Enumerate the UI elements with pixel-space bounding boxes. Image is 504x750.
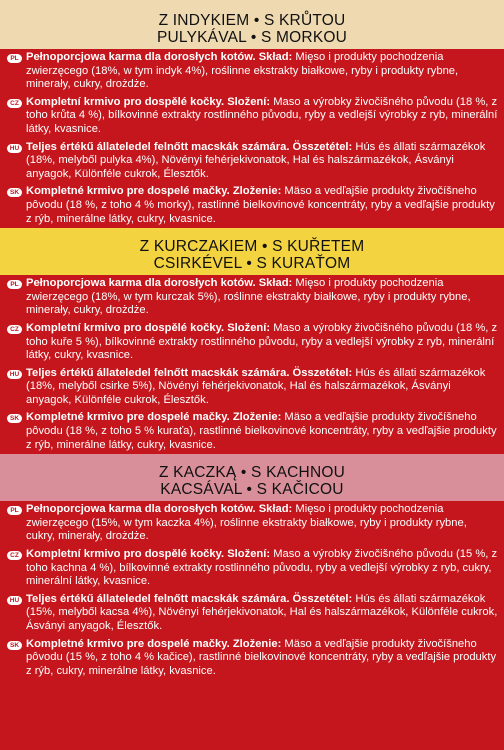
chicken-section bbox=[6, 228, 498, 454]
entry-lead: Pełnoporcjowa karma dla dorosłych kotów. Skład: bbox=[26, 503, 293, 516]
entry-text: Mäso a vedľajšie produkty živočíšneho pôvodu (18 %, z toho 5 % kuraťa), rastlinné bielkovinové koncentráty, ryby a vedľajšie produkty z rýb, minerálne látky, cukry, kvasnice. bbox=[26, 411, 497, 451]
entry-pl bbox=[6, 49, 498, 94]
entry-text: Mäso a vedľajšie produkty živočíšneho pôvodu (18 %, z toho 4 % morky), rastlinné bielkovinové koncentráty, ryby a vedľajšie produkty z rýb, minerálne látky, cukry, kvasnice. bbox=[26, 185, 495, 225]
language-badge: PL bbox=[7, 506, 22, 515]
language-badge: HU bbox=[7, 144, 22, 153]
chicken-header bbox=[0, 228, 504, 275]
entry-pl bbox=[6, 501, 498, 546]
language-badge: CZ bbox=[7, 99, 22, 108]
header-line-1: Z KACZKĄ • S KACHNOU bbox=[159, 464, 345, 482]
entry-sk bbox=[6, 183, 498, 228]
entry-cz bbox=[6, 94, 498, 139]
header-line-2: KACSÁVAL • S KAČICOU bbox=[160, 481, 344, 499]
header-line-2: CSIRKÉVEL • S KURAŤOM bbox=[153, 255, 351, 273]
entry-text: Maso a výrobky živočišného původu (15 %, z toho kachna 4 %), bílkovinné extrakty rostlinného původu, ryby a vedlejší výrobky z ryb, cukry, minerální látky, kvasnice. bbox=[26, 548, 498, 588]
language-badge: PL bbox=[7, 280, 22, 289]
entry-pl bbox=[6, 275, 498, 320]
header-line-1: Z KURCZAKIEM • S KUŘETEM bbox=[139, 238, 365, 256]
entry-text: Maso a výrobky živočišného původu (18 %, z toho kuře 5 %), bílkovinné extrakty rostlinného původu, ryby a vedlejší výrobky z ryb, minerální látky, cukry, kvasnice. bbox=[26, 321, 498, 362]
language-badge: SK bbox=[7, 641, 22, 650]
language-badge: CZ bbox=[7, 551, 22, 560]
entry-cz bbox=[6, 320, 498, 365]
header-line-1: Z INDYKIEM • S KRŮTOU bbox=[158, 12, 346, 29]
entry-text: Mięso i produkty pochodzenia zwierzęcego (15%, w tym kaczka 4%), roślinne ekstrakty białkowe, ryby i produkty rybne, cukry, minerały, drożdże. bbox=[26, 503, 467, 543]
entry-lead: Kompletní krmivo pro dospělé kočky. Složení: bbox=[26, 548, 271, 561]
language-badge: HU bbox=[7, 596, 22, 605]
turkey-section bbox=[6, 0, 498, 228]
duck-section bbox=[6, 454, 498, 680]
entry-lead: Pełnoporcjowa karma dla dorosłych kotów. Skład: bbox=[26, 51, 293, 63]
language-badge: CZ bbox=[7, 325, 22, 334]
entry-sk bbox=[6, 409, 498, 454]
entry-cz bbox=[6, 546, 498, 591]
entry-hu bbox=[6, 365, 498, 410]
header-line-2: PULYKÁVAL • S MORKOU bbox=[156, 29, 348, 46]
entry-lead: Teljes értékű állateledel felnőtt macskák számára. Összetétel: bbox=[26, 592, 353, 605]
entry-text: Maso a výrobky živočišného původu (18 %, z toho krůta 4 %), bílkovinné extrakty rostlinného původu, ryby a vedlejší výrobky z ryb, minerální látky, kvasnice. bbox=[26, 95, 498, 135]
entry-lead: Kompletné krmivo pre dospelé mačky. Zloženie: bbox=[26, 637, 282, 650]
entry-lead: Teljes értékű állateledel felnőtt macskák számára. Összetétel: bbox=[26, 366, 353, 379]
language-badge: SK bbox=[7, 188, 22, 197]
entry-text: Mięso i produkty pochodzenia zwierzęcego (18%, w tym indyk 4%), roślinne ekstrakty białkowe, ryby i produkty rybne, minerały, cukry, drożdże. bbox=[26, 51, 459, 91]
turkey-header bbox=[0, 0, 504, 49]
entry-lead: Kompletné krmivo pre dospelé mačky. Zloženie: bbox=[26, 185, 282, 198]
entry-lead: Kompletné krmivo pre dospelé mačky. Zloženie: bbox=[26, 411, 282, 424]
entry-lead: Kompletní krmivo pro dospělé kočky. Složení: bbox=[26, 95, 271, 108]
language-badge: PL bbox=[7, 54, 22, 63]
entry-lead: Teljes értékű állateledel felnőtt macskák számára. Összetétel: bbox=[26, 140, 353, 153]
entry-text: Hús és állati származékok (18%, melyből pulyka 4%), Növényi fehérjekivonatok, Hal és halszármazékok, Ásványi anyagok, Különféle cukrok, Élesztők. bbox=[26, 140, 486, 180]
entry-text: Hús és állati származékok (18%, melyből csirke 5%), Növényi fehérjekivonatok, Hal és halszármazékok, Ásványi anyagok, Különféle cukrok, Élesztők. bbox=[26, 366, 486, 406]
entry-lead: Pełnoporcjowa karma dla dorosłych kotów. Skład: bbox=[26, 277, 293, 290]
entry-hu bbox=[6, 139, 498, 184]
entry-text: Mięso i produkty pochodzenia zwierzęcego (18%, w tym kurczak 5%), roślinne ekstrakty białkowe, ryby i produkty rybne, minerały, cukry, drożdże. bbox=[26, 277, 471, 317]
entry-text: Mäso a vedľajšie produkty živočíšneho pôvodu (15 %, z toho 4 % kačice), rastlinné bielkovinové koncentráty, ryby a vedľajšie produkty z rýb, cukry, minerálne látky, kvasnice. bbox=[26, 637, 497, 677]
entry-hu bbox=[6, 591, 498, 636]
language-badge: HU bbox=[7, 370, 22, 379]
entry-lead: Kompletní krmivo pro dospělé kočky. Složení: bbox=[26, 321, 271, 334]
language-badge: SK bbox=[7, 414, 22, 423]
entry-sk bbox=[6, 636, 498, 681]
entry-text: Hús és állati származékok (15%, melyből kacsa 4%), Növényi fehérjekivonatok, Hal és halszármazékok, Különféle cukrok, Ásványi anyagok, Élesztők. bbox=[26, 592, 498, 632]
duck-header bbox=[0, 454, 504, 501]
